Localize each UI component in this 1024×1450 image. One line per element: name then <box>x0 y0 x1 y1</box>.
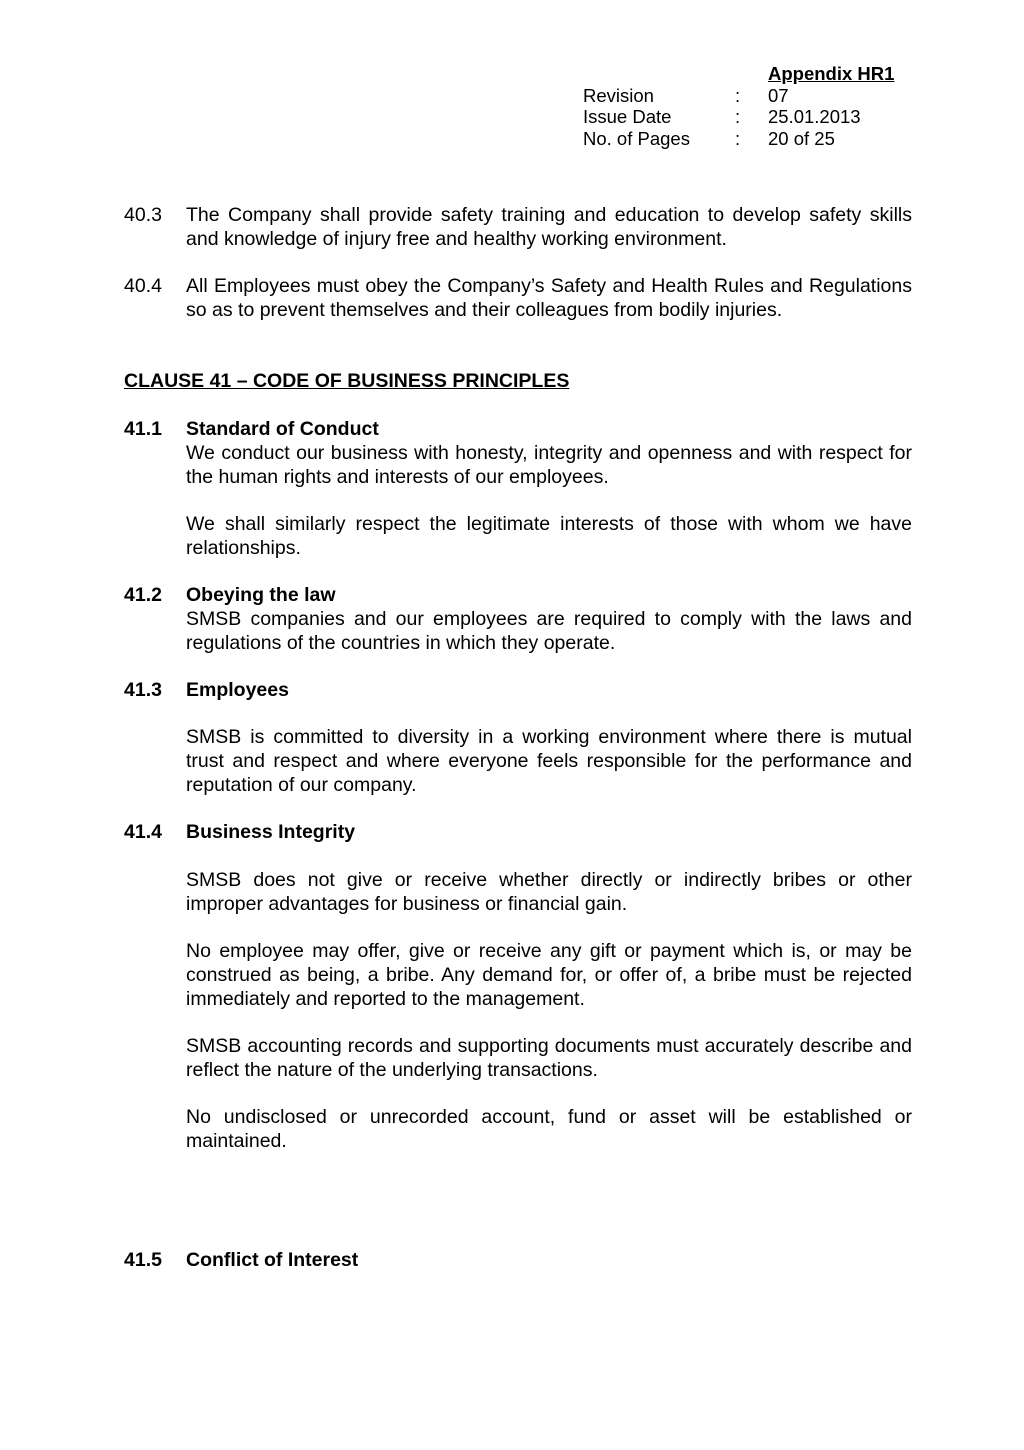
header-row-issue-date <box>583 106 923 128</box>
header-colon: : <box>735 127 741 149</box>
section-41-1-para-2: We shall similarly respect the legitimate interests of those with whom we have relationships. <box>186 513 912 559</box>
header-colon: : <box>735 106 741 127</box>
header-label: No. of Pages <box>583 127 690 149</box>
header-row-pages <box>583 128 923 150</box>
clause-41-heading: CLAUSE 41 – CODE OF BUSINESS PRINCIPLES <box>124 370 570 392</box>
section-number: 41.3 <box>124 679 162 701</box>
section-41-2-heading <box>124 583 912 607</box>
appendix-title: Appendix HR1 <box>768 63 895 84</box>
header-value: 07 <box>768 84 789 106</box>
section-41-4-para-4: No undisclosed or unrecorded account, fund or asset will be established or maintained. <box>186 1106 912 1152</box>
section-41-3-heading <box>124 678 912 702</box>
document-header <box>583 63 923 149</box>
section-41-5-heading <box>124 1248 912 1272</box>
header-value: 25.01.2013 <box>768 106 861 127</box>
paragraph-40-3 <box>124 203 912 251</box>
section-title: Standard of Conduct <box>186 418 379 440</box>
section-title: Conflict of Interest <box>186 1249 359 1271</box>
section-41-2-para-1: SMSB companies and our employees are required to comply with the laws and regulations of the countries in which they operate. <box>186 608 912 654</box>
paragraph-text: All Employees must obey the Company’s Safety and Health Rules and Regulations so as to prevent themselves and their colleagues from bodily injuries. <box>186 275 912 321</box>
section-title: Business Integrity <box>186 821 356 843</box>
section-number: 41.1 <box>124 418 162 440</box>
paragraph-text: The Company shall provide safety training and education to develop safety skills and knowledge of injury free and healthy working environment. <box>186 204 912 250</box>
section-number: 41.2 <box>124 584 162 606</box>
header-colon: : <box>735 84 741 106</box>
paragraph-number: 40.3 <box>124 204 162 226</box>
section-41-4-para-3: SMSB accounting records and supporting documents must accurately describe and reflect the nature of the underlying transactions. <box>186 1035 912 1081</box>
paragraph-number: 40.4 <box>124 275 162 297</box>
section-number: 41.4 <box>124 821 162 843</box>
header-label: Revision <box>583 84 654 106</box>
section-title: Obeying the law <box>186 584 336 606</box>
section-41-1-heading <box>124 417 912 441</box>
section-41-4-heading <box>124 820 912 844</box>
section-41-1-para-1: We conduct our business with honesty, integrity and openness and with respect for the human rights and interests of our employees. <box>186 442 912 488</box>
section-number: 41.5 <box>124 1249 162 1271</box>
section-41-4-para-1: SMSB does not give or receive whether directly or indirectly bribes or other improper advantages for business or financial gain. <box>186 869 912 915</box>
paragraph-40-4 <box>124 274 912 322</box>
section-41-4-para-2: No employee may offer, give or receive any gift or payment which is, or may be construed as being, a bribe. Any demand for, or offer of, a bribe must be rejected immediately and reported to the management. <box>186 940 912 1010</box>
section-41-3-para-1: SMSB is committed to diversity in a working environment where there is mutual trust and respect and where everyone feels responsible for the performance and reputation of our company. <box>186 726 912 796</box>
header-label: Issue Date <box>583 106 672 127</box>
header-value: 20 of 25 <box>768 127 835 149</box>
section-title: Employees <box>186 679 289 701</box>
header-row-revision <box>583 85 923 107</box>
